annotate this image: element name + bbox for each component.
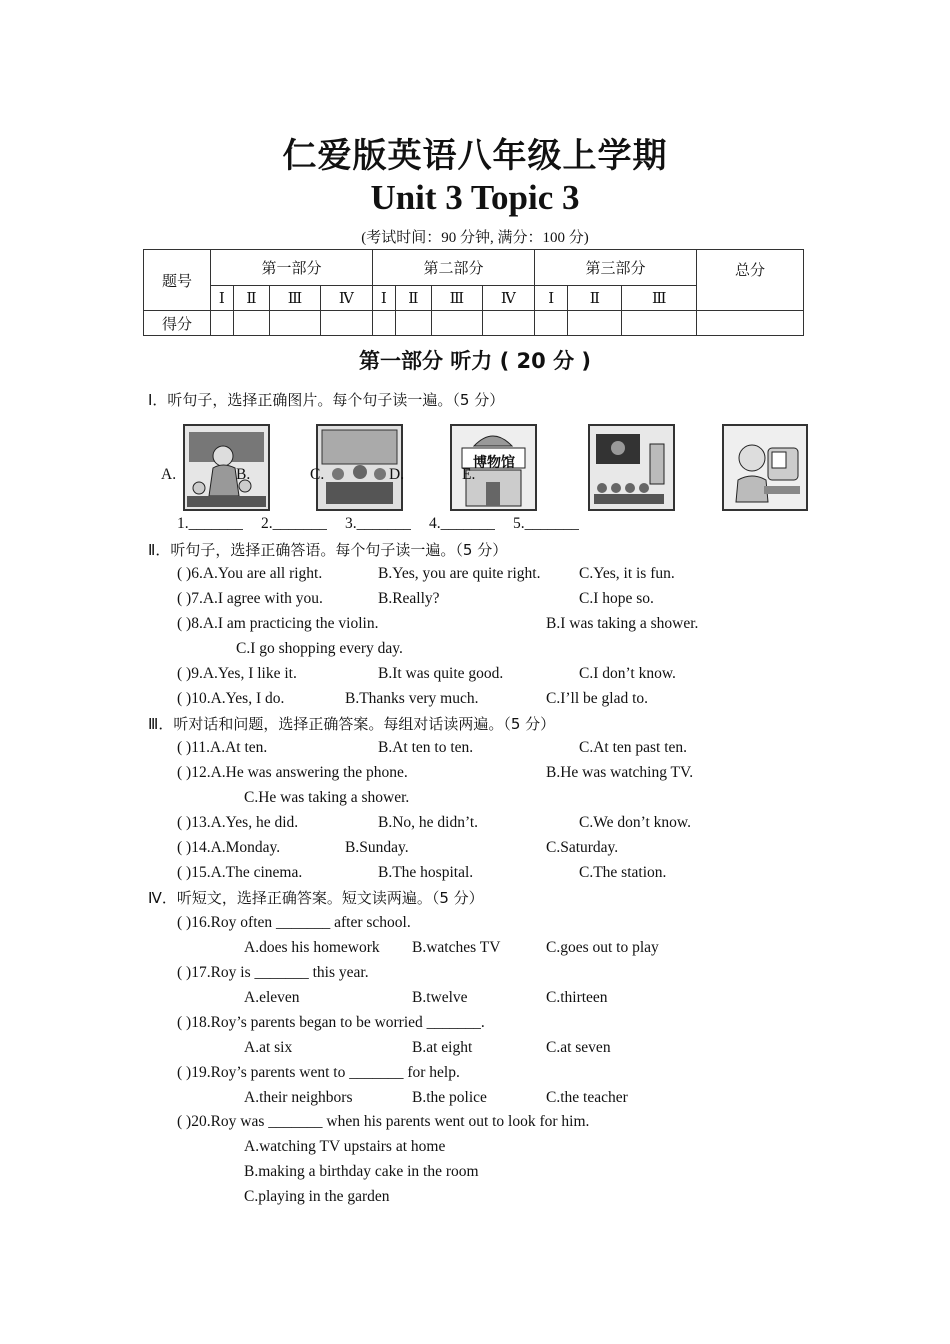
- option-16b: B.watches TV: [412, 939, 501, 956]
- part-three-header: 第三部分: [534, 250, 696, 286]
- score-cell[interactable]: [211, 311, 234, 336]
- picture-label-e: E.: [462, 466, 476, 483]
- option-11c: C.At ten past ten.: [579, 739, 688, 756]
- question-9: ( )9.A.Yes, I like it.: [177, 665, 297, 682]
- section-4-heading: Ⅳ．听短文，选择正确答案。短文读两遍。（5 分）: [148, 889, 484, 907]
- option-10b: B.Thanks very much.: [345, 690, 479, 707]
- option-19a: A.their neighbors: [244, 1089, 353, 1106]
- option-20b: B.making a birthday cake in the room: [244, 1163, 479, 1180]
- option-15c: C.The station.: [579, 864, 667, 881]
- sub-header: Ⅰ: [372, 286, 395, 311]
- section-3-heading: Ⅲ．听对话和问题，选择正确答案。每组对话读两遍。（5 分）: [148, 715, 556, 733]
- total-header: 总分: [697, 250, 804, 311]
- score-cell[interactable]: [320, 311, 372, 336]
- answer-blank-4[interactable]: 4._______: [429, 515, 495, 532]
- question-12: ( )12.A.He was answering the phone.: [177, 764, 408, 781]
- question-20: ( )20.Roy was _______ when his parents went out to look for him.: [177, 1113, 590, 1130]
- score-cell[interactable]: [482, 311, 534, 336]
- exam-info: (考试时间：90 分钟, 满分：100 分): [361, 230, 589, 246]
- picture-a-students-talking: [183, 424, 270, 511]
- document-title-en: Unit 3 Topic 3: [370, 178, 580, 217]
- sub-header: Ⅱ: [233, 286, 270, 311]
- part-one-title: 第一部分 听力 ( 20 分 ): [359, 349, 591, 373]
- option-14c: C.Saturday.: [546, 839, 619, 856]
- score-cell[interactable]: [432, 311, 482, 336]
- option-14b: B.Sunday.: [345, 839, 409, 856]
- option-13b: B.No, he didn’t.: [378, 814, 479, 831]
- picture-label-d: D.: [389, 466, 405, 483]
- option-19c: C.the teacher: [546, 1089, 628, 1106]
- sub-header: Ⅱ: [395, 286, 432, 311]
- score-cell[interactable]: [270, 311, 320, 336]
- option-18c: C.at seven: [546, 1039, 611, 1056]
- option-17c: C.thirteen: [546, 989, 608, 1006]
- museum-sign: 博物馆: [473, 455, 515, 471]
- score-row-label: 得分: [144, 311, 211, 336]
- answer-blank-5[interactable]: 5._______: [513, 515, 579, 532]
- document-title-cn: 仁爱版英语八年级上学期: [282, 136, 668, 176]
- sub-header: Ⅳ: [320, 286, 372, 311]
- picture-e-boy-computer: [722, 424, 808, 511]
- question-13: ( )13.A.Yes, he did.: [177, 814, 299, 831]
- sub-header: Ⅲ: [432, 286, 482, 311]
- option-16c: C.goes out to play: [546, 939, 659, 956]
- picture-d-classroom-screen: [588, 424, 675, 511]
- option-7c: C.I hope so.: [579, 590, 654, 607]
- question-10: ( )10.A.Yes, I do.: [177, 690, 285, 707]
- option-18a: A.at six: [244, 1039, 293, 1056]
- sub-header: Ⅲ: [622, 286, 697, 311]
- score-cell[interactable]: [534, 311, 567, 336]
- answer-blank-3[interactable]: 3._______: [345, 515, 411, 532]
- total-score-cell[interactable]: [697, 311, 804, 336]
- score-cell[interactable]: [372, 311, 395, 336]
- part-two-header: 第二部分: [372, 250, 534, 286]
- option-12c: C.He was taking a shower.: [244, 789, 410, 806]
- option-19b: B.the police: [412, 1089, 487, 1106]
- sub-header: Ⅱ: [568, 286, 622, 311]
- question-18: ( )18.Roy’s parents began to be worried _______.: [177, 1014, 485, 1031]
- picture-label-a: A.: [161, 466, 177, 483]
- option-17a: A.eleven: [244, 989, 300, 1006]
- sub-header: Ⅰ: [534, 286, 567, 311]
- question-7: ( )7.A.I agree with you.: [177, 590, 323, 607]
- option-11b: B.At ten to ten.: [378, 739, 474, 756]
- question-11: ( )11.A.At ten.: [177, 739, 268, 756]
- score-table-row-label: 题号: [144, 250, 211, 311]
- question-17: ( )17.Roy is _______ this year.: [177, 964, 369, 981]
- option-8c: C.I go shopping every day.: [236, 640, 403, 657]
- picture-label-c: C.: [310, 466, 325, 483]
- option-7b: B.Really?: [378, 590, 440, 607]
- option-13c: C.We don’t know.: [579, 814, 691, 831]
- option-20c: C.playing in the garden: [244, 1188, 390, 1205]
- option-17b: B.twelve: [412, 989, 468, 1006]
- question-8: ( )8.A.I am practicing the violin.: [177, 615, 379, 632]
- option-16a: A.does his homework: [244, 939, 380, 956]
- option-6b: B.Yes, you are quite right.: [378, 565, 541, 582]
- section-2-heading: Ⅱ．听句子，选择正确答语。每个句子读一遍。（5 分）: [148, 541, 508, 559]
- score-cell[interactable]: [622, 311, 697, 336]
- section-1-heading: Ⅰ．听句子，选择正确图片。每个句子读一遍。（5 分）: [148, 391, 505, 409]
- part-one-header: 第一部分: [211, 250, 373, 286]
- option-18b: B.at eight: [412, 1039, 473, 1056]
- score-table: [143, 249, 804, 336]
- option-6c: C.Yes, it is fun.: [579, 565, 675, 582]
- question-6: ( )6.A.You are all right.: [177, 565, 323, 582]
- option-12b: B.He was watching TV.: [546, 764, 694, 781]
- answer-blank-2[interactable]: 2._______: [261, 515, 327, 532]
- score-cell[interactable]: [395, 311, 432, 336]
- question-14: ( )14.A.Monday.: [177, 839, 281, 856]
- option-8b: B.I was taking a shower.: [546, 615, 699, 632]
- question-19: ( )19.Roy’s parents went to _______ for help.: [177, 1064, 460, 1081]
- question-15: ( )15.A.The cinema.: [177, 864, 303, 881]
- score-cell[interactable]: [233, 311, 270, 336]
- option-20a: A.watching TV upstairs at home: [244, 1138, 446, 1155]
- score-cell[interactable]: [568, 311, 622, 336]
- option-15b: B.The hospital.: [378, 864, 474, 881]
- question-16: ( )16.Roy often _______ after school.: [177, 914, 411, 931]
- answer-blank-1[interactable]: 1._______: [177, 515, 243, 532]
- option-9c: C.I don’t know.: [579, 665, 676, 682]
- picture-label-b: B.: [236, 466, 251, 483]
- sub-header: Ⅰ: [211, 286, 234, 311]
- sub-header: Ⅲ: [270, 286, 320, 311]
- option-9b: B.It was quite good.: [378, 665, 504, 682]
- sub-header: Ⅳ: [482, 286, 534, 311]
- option-10c: C.I’ll be glad to.: [546, 690, 649, 707]
